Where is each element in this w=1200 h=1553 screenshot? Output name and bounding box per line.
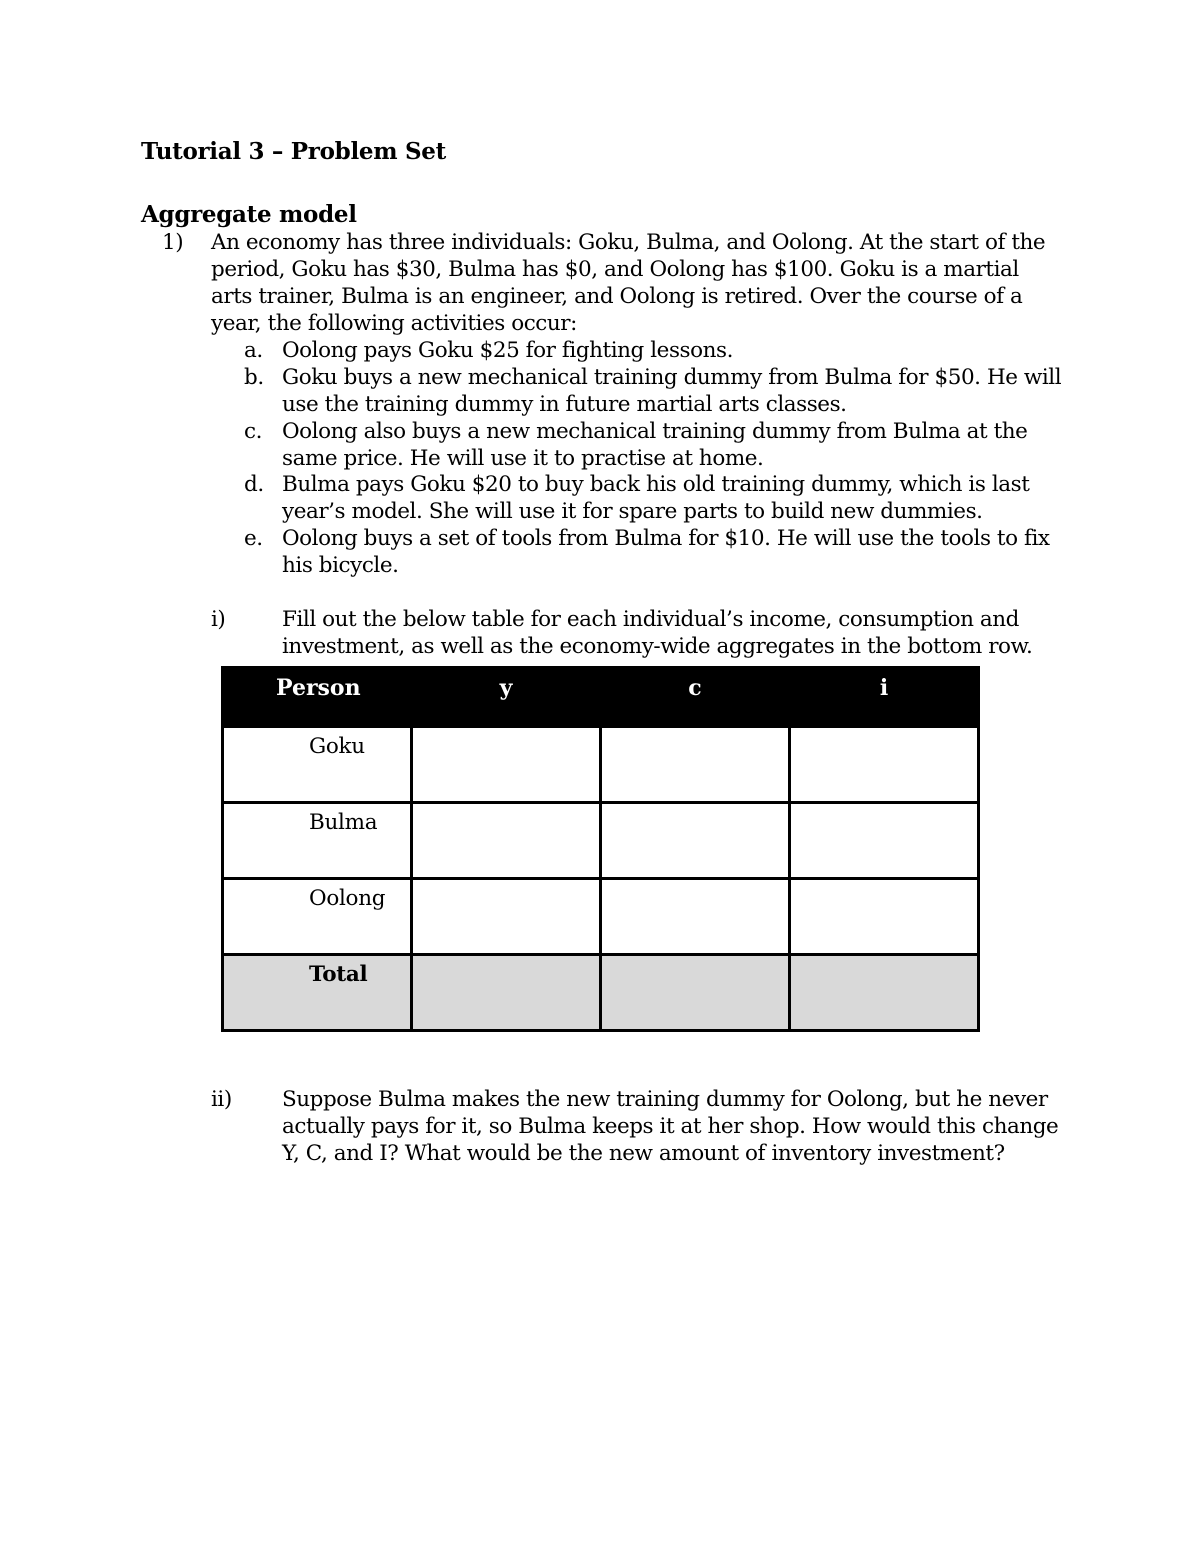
item-line: Oolong pays Goku $25 for fighting lessons. — [282, 338, 733, 363]
part-ii-text — [282, 1086, 1058, 1167]
question-text — [211, 229, 1071, 337]
table-total-row — [223, 955, 979, 1031]
cell-bulma-i[interactable] — [790, 803, 979, 879]
item-text-a — [282, 337, 733, 364]
table-header-row — [223, 668, 979, 727]
item-label-a: a. — [244, 338, 263, 363]
question-line: year, the following activities occur: — [211, 311, 577, 336]
item-line: Goku buys a new mechanical training dummy from Bulma for $50. He will — [282, 365, 1062, 390]
answer-table — [221, 666, 980, 1032]
part-i-line: investment, as well as the economy-wide aggregates in the bottom row. — [282, 634, 1033, 659]
item-text-c — [282, 418, 1027, 472]
table-row — [223, 879, 979, 955]
part-ii-label: ii) — [211, 1087, 232, 1112]
part-ii-line: actually pays for it, so Bulma keeps it at her shop. How would this change — [282, 1114, 1059, 1139]
cell-goku-y[interactable] — [412, 727, 601, 803]
item-line: Oolong buys a set of tools from Bulma for $10. He will use the tools to fix — [282, 526, 1050, 551]
item-line: use the training dummy in future martial arts classes. — [282, 392, 847, 417]
item-label-b: b. — [244, 365, 264, 390]
row-name-oolong: Oolong — [223, 879, 412, 955]
item-text-b — [282, 364, 1061, 418]
cell-oolong-c[interactable] — [601, 879, 790, 955]
header-i: i — [790, 668, 979, 727]
item-label-c: c. — [244, 419, 262, 444]
cell-bulma-c[interactable] — [601, 803, 790, 879]
item-line: Bulma pays Goku $20 to buy back his old training dummy, which is last — [282, 472, 1030, 497]
cell-total-y[interactable] — [412, 955, 601, 1031]
question-line: arts trainer, Bulma is an engineer, and Oolong is retired. Over the course of a — [211, 284, 1023, 309]
part-i-line: Fill out the below table for each individual’s income, consumption and — [282, 607, 1019, 632]
item-text-e — [282, 525, 1050, 579]
cell-bulma-y[interactable] — [412, 803, 601, 879]
header-person: Person — [223, 668, 412, 727]
cell-oolong-y[interactable] — [412, 879, 601, 955]
item-line: Oolong also buys a new mechanical training dummy from Bulma at the — [282, 419, 1028, 444]
section-heading: Aggregate model — [141, 201, 357, 228]
item-line: his bicycle. — [282, 553, 399, 578]
item-label-d: d. — [244, 472, 264, 497]
part-ii-line: Suppose Bulma makes the new training dummy for Oolong, but he never — [282, 1087, 1048, 1112]
question-line: An economy has three individuals: Goku, Bulma, and Oolong. At the start of the — [211, 230, 1046, 255]
cell-total-c[interactable] — [601, 955, 790, 1031]
item-label-e: e. — [244, 526, 263, 551]
part-i-text — [282, 606, 1032, 660]
row-name-goku: Goku — [223, 727, 412, 803]
header-c: c — [601, 668, 790, 727]
table-row — [223, 727, 979, 803]
part-i-label: i) — [211, 607, 226, 632]
row-name-bulma: Bulma — [223, 803, 412, 879]
cell-goku-i[interactable] — [790, 727, 979, 803]
cell-total-i[interactable] — [790, 955, 979, 1031]
cell-oolong-i[interactable] — [790, 879, 979, 955]
item-line: same price. He will use it to practise at home. — [282, 446, 764, 471]
question-line: period, Goku has $30, Bulma has $0, and Oolong has $100. Goku is a martial — [211, 257, 1019, 282]
question-number: 1) — [162, 230, 184, 255]
page-title: Tutorial 3 – Problem Set — [141, 138, 446, 165]
cell-goku-c[interactable] — [601, 727, 790, 803]
row-name-total: Total — [223, 955, 412, 1031]
item-line: year’s model. She will use it for spare parts to build new dummies. — [282, 499, 983, 524]
table-row — [223, 803, 979, 879]
item-text-d — [282, 471, 1029, 525]
part-ii-line: Y, C, and I? What would be the new amount of inventory investment? — [282, 1141, 1005, 1166]
header-y: y — [412, 668, 601, 727]
